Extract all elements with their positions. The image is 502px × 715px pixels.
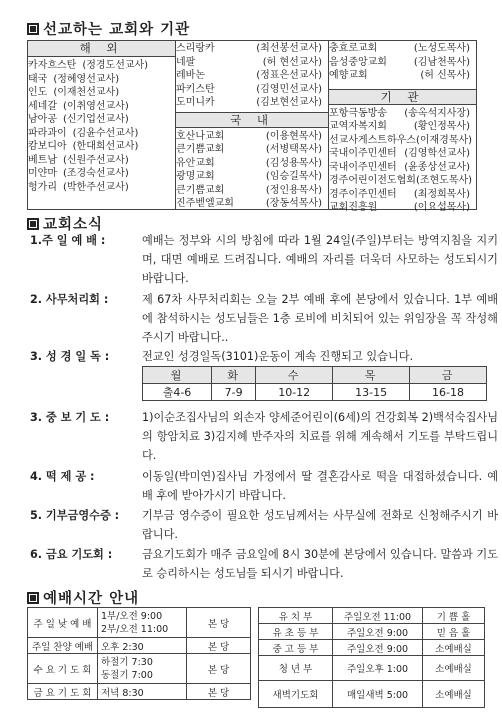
worship-times: 하절기 7:30 동절기 7:00 bbox=[98, 654, 187, 684]
mission-place: 진주벧엘교회 bbox=[176, 198, 234, 209]
mission-place: 헝가리 bbox=[28, 181, 57, 193]
department-name: 중 고 등 부 bbox=[259, 640, 333, 656]
mission-person: (최선봉선교사) bbox=[256, 43, 322, 54]
mission-place: 충효로교회 bbox=[329, 43, 378, 54]
worship-place: 본 당 bbox=[187, 654, 251, 684]
overseas-column bbox=[28, 41, 176, 209]
mission-person: (임승길목사) bbox=[265, 171, 322, 182]
worship-table-departments bbox=[258, 607, 485, 708]
mission-place: 국내이주민센터 bbox=[329, 161, 397, 173]
mission-place: 레바논 bbox=[176, 70, 205, 81]
mission-place: 도미니카 bbox=[176, 97, 215, 108]
mission-place: 국내이주민센터 bbox=[329, 148, 397, 159]
news-item-friday-prayer: 6. 금요 기도회 : 금요기도회가 매주 금요일에 8시 30분에 본당에서 있습니다. 말씀과 기도로 승리하시는 성도님들 되시기 바랍니다. bbox=[30, 548, 498, 581]
mission-place: 스리랑카 bbox=[176, 43, 215, 54]
department-name: 새벽기도회 bbox=[259, 681, 333, 708]
department-place: 기 쁨 홀 bbox=[423, 608, 485, 624]
mission-entry bbox=[176, 96, 328, 110]
worship-times: 저녁 8:30 bbox=[98, 684, 187, 700]
missions-table bbox=[27, 40, 477, 213]
mission-place: 선교사게스트하우스 bbox=[329, 134, 416, 146]
department-time: 주일오전 9:00 bbox=[333, 624, 423, 640]
mission-place: 광명교회 bbox=[176, 171, 215, 182]
news-item-worship: 1.주 일 예 배 : 예배는 정부와 시의 방침에 따라 1월 24일(주일)부터는 방역지침을 지키며, 대면 예배로 드려집니다. 예배의 자리를 더욱더 사모하는 성도되시기 바랍니다. bbox=[30, 234, 498, 286]
institutions-header: 기 관 bbox=[329, 89, 476, 105]
worship-place: 본 당 bbox=[187, 638, 251, 654]
mission-entry bbox=[176, 130, 328, 144]
mission-person: (신원주선교사) bbox=[62, 154, 129, 166]
news-title: 교회소식 bbox=[27, 213, 103, 234]
mission-entry bbox=[329, 56, 476, 70]
news-item-intercession: 3. 중 보 기 도 : 1)이순조집사님의 외손자 양세준어린이(6세)의 건강회복 2)백석숙집사님의 항암치료 3)김지혜 반주자의 치료를 위해 계속해서 기도를 부탁드립니다. bbox=[30, 411, 498, 463]
mission-place: 카자흐스탄 bbox=[28, 60, 77, 71]
mission-place: 태국 bbox=[28, 73, 48, 85]
mission-place: 포항극동방송 bbox=[329, 107, 387, 119]
mission-entry bbox=[329, 42, 476, 56]
department-place: 믿 음 홀 bbox=[423, 624, 485, 640]
schedule-day: 목 bbox=[333, 367, 410, 384]
overseas-domestic-column bbox=[176, 41, 329, 209]
mission-person: (조현도목사) bbox=[415, 175, 473, 186]
department-time: 주일오전 11:00 bbox=[333, 608, 423, 624]
missions-title: 선교하는 교회와 기관 bbox=[27, 18, 190, 39]
square-bullet-icon bbox=[27, 218, 39, 230]
mission-entry bbox=[28, 100, 175, 114]
mission-entry bbox=[28, 167, 175, 181]
schedule-day: 수 bbox=[256, 367, 333, 384]
mission-person: (장동석목사) bbox=[265, 198, 322, 209]
schedule-day: 월 bbox=[143, 367, 212, 384]
mission-entry bbox=[28, 86, 175, 100]
mission-place: 음성중앙교회 bbox=[329, 56, 387, 68]
mission-entry bbox=[329, 161, 476, 175]
schedule-range: 출4-6 bbox=[143, 384, 212, 401]
domestic-header: 국 내 bbox=[176, 112, 328, 128]
mission-person: (송옥석지사장) bbox=[404, 107, 470, 119]
mission-place: 베트남 bbox=[28, 154, 57, 166]
mission-person: (정표은선교사) bbox=[256, 70, 322, 81]
worship-table-main bbox=[27, 607, 251, 700]
mission-place: 세네갈 bbox=[28, 100, 57, 112]
mission-place: 파라과이 bbox=[28, 127, 67, 139]
mission-place: 캄보디아 bbox=[28, 141, 67, 152]
department-name: 청 년 부 bbox=[259, 656, 333, 681]
worship-place: 본 당 bbox=[187, 608, 251, 638]
worship-place: 본 당 bbox=[187, 684, 251, 700]
mission-place: 파키스탄 bbox=[176, 83, 215, 95]
mission-place: 교역자복지회 bbox=[329, 121, 387, 132]
mission-person: (이용현목사) bbox=[265, 130, 322, 142]
department-name: 유 초 등 부 bbox=[259, 624, 333, 640]
mission-entry bbox=[176, 184, 328, 198]
mission-person: (한대희선교사) bbox=[72, 141, 139, 152]
mission-person: (정인용목사) bbox=[265, 184, 322, 196]
worship-name: 주일 찬양 예배 bbox=[28, 638, 98, 654]
mission-person: (윤종상선교사) bbox=[404, 161, 470, 173]
mission-place: 큰기쁨교회 bbox=[176, 184, 225, 196]
department-place: 소예배실 bbox=[423, 656, 485, 681]
mission-entry bbox=[329, 147, 476, 161]
mission-entry bbox=[329, 134, 476, 148]
mission-entry bbox=[28, 181, 175, 195]
mission-entry bbox=[28, 59, 175, 73]
mission-person: (정경도선교사) bbox=[82, 60, 149, 71]
mission-person: (이재경목사) bbox=[415, 134, 473, 146]
mission-place: 큰기쁨교회 bbox=[176, 144, 225, 155]
mission-entry bbox=[176, 69, 328, 83]
mission-person: (김윤수선교사) bbox=[72, 127, 139, 139]
mission-entry bbox=[176, 197, 328, 211]
mission-person: (김영민선교사) bbox=[256, 83, 322, 95]
mission-entry bbox=[329, 107, 476, 121]
mission-place: 경주어린이전도협회 bbox=[329, 175, 416, 186]
mission-entry bbox=[329, 188, 476, 202]
mission-entry bbox=[329, 201, 476, 215]
worship-times: 1부/오전 9:00 2부/오전 11:00 bbox=[98, 608, 187, 638]
mission-place: 유안교회 bbox=[176, 157, 215, 169]
worship-name: 주 일 낮 예 배 bbox=[28, 608, 98, 638]
mission-person: (이재천선교사) bbox=[53, 87, 120, 98]
mission-entry bbox=[28, 73, 175, 87]
mission-entry bbox=[28, 154, 175, 168]
mission-entry bbox=[176, 143, 328, 157]
mission-person: (서병택목사) bbox=[265, 144, 322, 155]
mission-place: 네팔 bbox=[176, 56, 196, 68]
mission-person: (김영학선교사) bbox=[404, 148, 470, 159]
mission-entry bbox=[176, 83, 328, 97]
mission-person: (노성도목사) bbox=[413, 43, 470, 54]
mission-person: (이취영선교사) bbox=[62, 100, 129, 112]
mission-entry bbox=[176, 42, 328, 56]
mission-person: (황인정목사) bbox=[413, 121, 470, 132]
mission-person: (허 신목사) bbox=[420, 70, 470, 81]
mission-person: (김성용목사) bbox=[265, 157, 322, 169]
square-bullet-icon bbox=[27, 592, 39, 604]
mission-person: (허 현선교사) bbox=[262, 56, 322, 68]
mission-person: (김남천목사) bbox=[413, 56, 470, 68]
schedule-day: 금 bbox=[410, 367, 487, 384]
mission-person: (박한주선교사) bbox=[62, 181, 129, 193]
mission-person: (최정희목사) bbox=[413, 188, 470, 200]
department-time: 주일오전 9:00 bbox=[333, 640, 423, 656]
mission-entry bbox=[329, 69, 476, 83]
mission-place: 교회진흥원 bbox=[329, 202, 378, 213]
news-item-business-meeting: 2. 사무처리회 : 제 67차 사무처리회는 오늘 2부 예배 후에 본당에서 있습니다. 1부 예배에 참석하시는 성도님들은 1층 로비에 비치되어 있는 위임장을 꼭 작성해주시기 바랍니다.. bbox=[30, 293, 498, 345]
bible-reading-schedule bbox=[142, 366, 487, 401]
news-item-rice-cake: 4. 떡 제 공 : 이동일(박미연)집사님 가정에서 딸 결혼감사로 떡을 대접하셨습니다. 예배 후에 받아가시기 바랍니다. bbox=[30, 470, 498, 503]
department-name: 유 치 부 bbox=[259, 608, 333, 624]
mission-entry bbox=[176, 56, 328, 70]
mission-entry bbox=[28, 127, 175, 141]
worship-name: 금 요 기 도 회 bbox=[28, 684, 98, 700]
schedule-range: 13-15 bbox=[333, 384, 410, 401]
mission-person: (신기업선교사) bbox=[62, 114, 129, 125]
mission-place: 경주이주민센터 bbox=[329, 188, 397, 200]
department-time: 주일오후 1:00 bbox=[333, 656, 423, 681]
mission-entry bbox=[329, 174, 476, 188]
mission-person: (정혜영선교사) bbox=[53, 73, 120, 85]
department-time: 매일새벽 5:00 bbox=[333, 681, 423, 708]
mission-person: (조경숙선교사) bbox=[62, 168, 129, 179]
news-item-donation-receipt: 5. 기부금영수증 : 기부금 영수증이 필요한 성도님께서는 사무실에 전화로 신청해주시기 바랍니다. bbox=[30, 509, 498, 542]
mission-place: 인도 bbox=[28, 87, 48, 98]
mission-place: 예향교회 bbox=[329, 70, 368, 81]
department-place: 소예배실 bbox=[423, 681, 485, 708]
overseas-header: 해 외 bbox=[28, 41, 175, 57]
news-item-bible-reading: 3. 성 경 일 독 : 전교인 성경일독(3101)운동이 계속 진행되고 있습니다. bbox=[30, 350, 414, 363]
worship-name: 수 요 기 도 회 bbox=[28, 654, 98, 684]
department-place: 소예배실 bbox=[423, 640, 485, 656]
schedule-range: 16-18 bbox=[410, 384, 487, 401]
mission-entry bbox=[329, 120, 476, 134]
mission-person: (김보현선교사) bbox=[256, 97, 322, 108]
mission-entry bbox=[28, 140, 175, 154]
mission-entry bbox=[176, 157, 328, 171]
institutions-column bbox=[329, 41, 476, 213]
worship-times: 오후 2:30 bbox=[98, 638, 187, 654]
worship-title: 예배시간 안내 bbox=[27, 587, 139, 608]
mission-place: 남아공 bbox=[28, 114, 57, 125]
schedule-range: 7-9 bbox=[212, 384, 256, 401]
mission-place: 미얀마 bbox=[28, 168, 57, 179]
mission-place: 호산나교회 bbox=[176, 130, 225, 142]
schedule-range: 10-12 bbox=[256, 384, 333, 401]
mission-entry bbox=[176, 170, 328, 184]
schedule-day: 화 bbox=[212, 367, 256, 384]
mission-person: (이요섭목사) bbox=[413, 202, 470, 213]
square-bullet-icon bbox=[27, 23, 39, 35]
mission-entry bbox=[28, 113, 175, 127]
